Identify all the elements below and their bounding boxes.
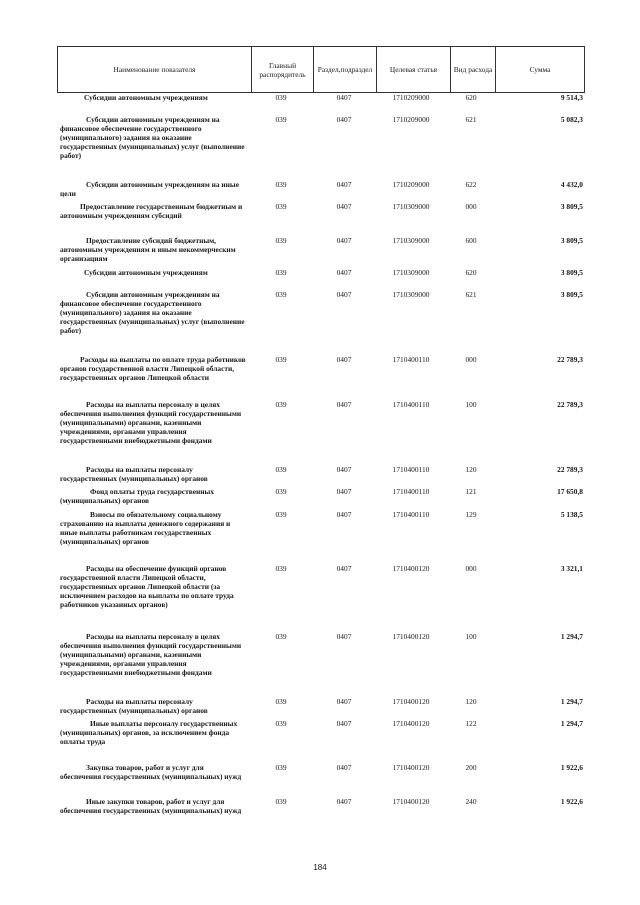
row-vid: 621 — [465, 290, 477, 299]
row-sum: 17 650,8 — [557, 487, 583, 496]
header-name: Наименование показателя — [113, 65, 196, 74]
row-target: 1710400120 — [392, 763, 430, 772]
row-vid: 100 — [465, 632, 477, 641]
row-name: Иные выплаты персоналу государственных (муниципальных) органов, за исключением фонда оплаты труда — [60, 719, 238, 746]
row-target: 1710400120 — [392, 564, 430, 573]
row-grbs: 039 — [275, 487, 287, 496]
row-sum: 1 922,6 — [560, 763, 583, 772]
row-sum: 1 922,6 — [560, 797, 583, 806]
row-razdel: 0407 — [336, 797, 352, 806]
row-grbs: 039 — [275, 180, 287, 189]
row-target: 1710209000 — [392, 115, 430, 124]
row-grbs: 039 — [275, 564, 287, 573]
row-sum: 3 809,5 — [560, 202, 583, 211]
row-name: Расходы на обеспечение функций органов государственной власти Липецкой области, государственных органов Липецкой области (за исключением расходов на выплаты по оплате труда работников указанных органов) — [60, 564, 234, 609]
row-grbs: 039 — [275, 236, 287, 245]
row-grbs: 039 — [275, 763, 287, 772]
row-razdel: 0407 — [336, 510, 352, 519]
row-sum: 5 138,5 — [560, 510, 583, 519]
row-target: 1710400110 — [392, 510, 430, 519]
row-sum: 3 809,5 — [560, 236, 583, 245]
row-name: Закупка товаров, работ и услуг для обеспечения государственных (муниципальных) нужд — [60, 763, 242, 781]
row-grbs: 039 — [275, 719, 287, 728]
row-name: Расходы на выплаты персоналу в целях обеспечения выполнения функций государственными (муниципальными) органами, казенными учреждениями, органами управления государственными внебюджетными фондами — [60, 400, 242, 445]
row-name: Субсидии автономным учреждениям на финансовое обеспечение государственного (муниципального) задания на оказание государственных (муниципальных) услуг (выполнение работ) — [60, 290, 245, 335]
row-target: 1710400110 — [392, 487, 430, 496]
row-name: Расходы на выплаты персоналу государственных (муниципальных) органов — [60, 465, 208, 483]
row-grbs: 039 — [275, 93, 287, 102]
row-target: 1710400120 — [392, 797, 430, 806]
row-vid: 129 — [465, 510, 477, 519]
row-grbs: 039 — [275, 797, 287, 806]
row-vid: 621 — [465, 115, 477, 124]
row-sum: 3 809,5 — [560, 268, 583, 277]
row-vid: 000 — [465, 202, 477, 211]
row-sum: 1 294,7 — [560, 697, 583, 706]
row-grbs: 039 — [275, 510, 287, 519]
row-razdel: 0407 — [336, 697, 352, 706]
row-name: Иные закупки товаров, работ и услуг для обеспечения государственных (муниципальных) нужд — [60, 797, 242, 815]
row-target: 1710400110 — [392, 465, 430, 474]
row-razdel: 0407 — [336, 564, 352, 573]
row-razdel: 0407 — [336, 719, 352, 728]
row-vid: 620 — [465, 268, 477, 277]
row-name: Субсидии автономным учреждениям на финансовое обеспечение государственного (муниципального) задания на оказание государственных (муниципальных) услуг (выполнение работ) — [60, 115, 245, 160]
row-vid: 240 — [465, 797, 477, 806]
row-name: Взносы по обязательному социальному страхованию на выплаты денежного содержания и иные выплаты работникам государственных (муниципальных) органов — [60, 510, 231, 546]
row-target: 1710400110 — [392, 400, 430, 409]
row-razdel: 0407 — [336, 763, 352, 772]
row-name: Предоставление государственным бюджетным и автономным учреждениям субсидий — [60, 202, 243, 220]
row-grbs: 039 — [275, 202, 287, 211]
row-name: Субсидии автономным учреждениям — [84, 93, 208, 102]
row-razdel: 0407 — [336, 236, 352, 245]
row-razdel: 0407 — [336, 115, 352, 124]
row-target: 1710209000 — [392, 180, 430, 189]
row-grbs: 039 — [275, 355, 287, 364]
row-sum: 4 432,0 — [560, 180, 583, 189]
row-vid: 122 — [465, 719, 477, 728]
row-sum: 22 789,3 — [557, 355, 583, 364]
row-vid: 000 — [465, 564, 477, 573]
row-grbs: 039 — [275, 290, 287, 299]
row-sum: 1 294,7 — [560, 632, 583, 641]
row-razdel: 0407 — [336, 268, 352, 277]
row-razdel: 0407 — [336, 202, 352, 211]
row-name: Расходы на выплаты персоналу в целях обеспечения выполнения функций государственными (муниципальными) органами, казенными учреждениями, органами управления государственными внебюджетными фондами — [60, 632, 242, 677]
row-razdel: 0407 — [336, 355, 352, 364]
row-sum: 22 789,3 — [557, 465, 583, 474]
row-grbs: 039 — [275, 632, 287, 641]
row-target: 1710400110 — [392, 355, 430, 364]
header-razdel: Раздел,подраздел — [313, 47, 376, 92]
row-name: Фонд оплаты труда государственных (муниципальных) органов — [60, 487, 214, 505]
row-grbs: 039 — [275, 268, 287, 277]
row-razdel: 0407 — [336, 465, 352, 474]
row-sum: 22 789,3 — [557, 400, 583, 409]
row-grbs: 039 — [275, 115, 287, 124]
row-vid: 100 — [465, 400, 477, 409]
row-target: 1710309000 — [392, 202, 430, 211]
row-razdel: 0407 — [336, 400, 352, 409]
row-razdel: 0407 — [336, 290, 352, 299]
row-name: Расходы на выплаты по оплате труда работников органов государственной власти Липецкой области, государственных органов Липецкой области — [60, 355, 246, 382]
row-grbs: 039 — [275, 400, 287, 409]
row-name: Субсидии автономным учреждениям — [84, 268, 208, 277]
header-target: Целевая статья — [376, 47, 450, 92]
row-vid: 121 — [465, 487, 477, 496]
header-sum: Сумма — [495, 47, 584, 92]
row-sum: 1 294,7 — [560, 719, 583, 728]
row-grbs: 039 — [275, 465, 287, 474]
row-target: 1710400120 — [392, 632, 430, 641]
row-vid: 000 — [465, 355, 477, 364]
row-target: 1710309000 — [392, 290, 430, 299]
row-target: 1710309000 — [392, 268, 430, 277]
row-sum: 9 514,3 — [560, 93, 583, 102]
row-razdel: 0407 — [336, 180, 352, 189]
row-name: Субсидии автономным учреждениям на иные цели — [60, 180, 239, 198]
row-vid: 620 — [465, 93, 477, 102]
row-sum: 3 809,5 — [560, 290, 583, 299]
row-sum: 3 321,1 — [560, 564, 583, 573]
row-razdel: 0407 — [336, 632, 352, 641]
row-target: 1710400120 — [392, 719, 430, 728]
row-name: Расходы на выплаты персоналу государственных (муниципальных) органов — [60, 697, 208, 715]
row-name: Предоставление субсидий бюджетным, автономным учреждениям и иным некоммерческим организациям — [60, 236, 236, 263]
row-target: 1710309000 — [392, 236, 430, 245]
row-vid: 200 — [465, 763, 477, 772]
table-header — [57, 46, 585, 93]
row-vid: 120 — [465, 465, 477, 474]
row-vid: 600 — [465, 236, 477, 245]
header-vid: Вид расхода — [450, 47, 495, 92]
row-target: 1710209000 — [392, 93, 430, 102]
row-vid: 120 — [465, 697, 477, 706]
row-grbs: 039 — [275, 697, 287, 706]
header-grbs: Главный распорядитель — [251, 47, 313, 92]
row-target: 1710400120 — [392, 697, 430, 706]
row-razdel: 0407 — [336, 487, 352, 496]
page-number: 184 — [313, 863, 327, 872]
row-vid: 622 — [465, 180, 477, 189]
row-razdel: 0407 — [336, 93, 352, 102]
row-sum: 5 082,3 — [560, 115, 583, 124]
